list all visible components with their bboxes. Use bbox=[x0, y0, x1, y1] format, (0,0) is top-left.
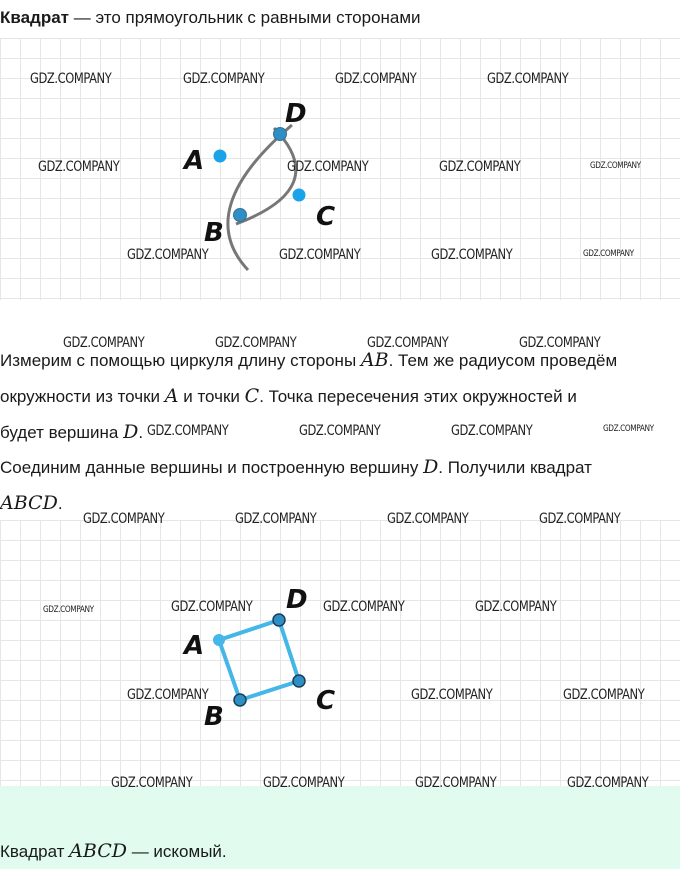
watermark: GDZ.COMPANY bbox=[127, 687, 209, 703]
watermark: GDZ.COMPANY bbox=[299, 423, 381, 439]
watermark: GDZ.COMPANY bbox=[38, 159, 120, 175]
text-span: . Точка пересечения этих окружностей и bbox=[259, 387, 577, 406]
definition-text: — это прямоугольник с равными сторонами bbox=[69, 8, 421, 27]
text-span: . Получили квадрат bbox=[438, 458, 592, 477]
label-a: A bbox=[184, 631, 205, 661]
watermark: GDZ.COMPANY bbox=[563, 687, 645, 703]
math-abcd: ABCD bbox=[0, 492, 58, 514]
watermark: GDZ.COMPANY bbox=[171, 599, 253, 615]
square-drawing bbox=[0, 520, 680, 786]
square-abcd bbox=[219, 620, 299, 700]
explanation2-line-2 bbox=[0, 486, 63, 521]
label-b: B bbox=[204, 702, 224, 732]
watermark: GDZ.COMPANY bbox=[367, 335, 449, 351]
point-d bbox=[273, 614, 285, 626]
watermark: GDZ.COMPANY bbox=[43, 605, 94, 615]
text-span: — искомый. bbox=[126, 842, 227, 861]
watermark: GDZ.COMPANY bbox=[279, 247, 361, 263]
watermark: GDZ.COMPANY bbox=[387, 511, 469, 527]
watermark: GDZ.COMPANY bbox=[539, 511, 621, 527]
point-c bbox=[293, 675, 305, 687]
text-span: окружности из точки bbox=[0, 387, 165, 406]
label-c: C bbox=[316, 686, 336, 716]
watermark: GDZ.COMPANY bbox=[431, 247, 513, 263]
watermark: GDZ.COMPANY bbox=[235, 511, 317, 527]
watermark: GDZ.COMPANY bbox=[603, 424, 654, 434]
figure-square bbox=[0, 520, 680, 786]
text-span: будет вершина bbox=[0, 423, 124, 442]
watermark: GDZ.COMPANY bbox=[83, 511, 165, 527]
math-ab: AB bbox=[360, 349, 389, 371]
watermark: GDZ.COMPANY bbox=[215, 335, 297, 351]
point-a bbox=[214, 150, 227, 163]
point-a bbox=[213, 634, 225, 646]
label-d: D bbox=[285, 99, 307, 129]
math-d: D bbox=[123, 421, 139, 443]
watermark: GDZ.COMPANY bbox=[583, 249, 634, 259]
text-span: Соединим данные вершины и построенную вершину bbox=[0, 458, 424, 477]
math-a: A bbox=[164, 385, 179, 407]
point-b bbox=[234, 694, 246, 706]
math-c: C bbox=[244, 385, 260, 407]
watermark: GDZ.COMPANY bbox=[411, 687, 493, 703]
label-d: D bbox=[286, 585, 308, 615]
watermark: GDZ.COMPANY bbox=[567, 775, 649, 791]
watermark: GDZ.COMPANY bbox=[439, 159, 521, 175]
text-span: и точки bbox=[178, 387, 245, 406]
point-d bbox=[274, 128, 287, 141]
math-abcd: ABCD bbox=[69, 840, 127, 862]
answer-block bbox=[0, 786, 680, 869]
explanation-line-2 bbox=[0, 379, 577, 414]
watermark: GDZ.COMPANY bbox=[590, 161, 641, 171]
explanation2-line-1 bbox=[0, 450, 592, 485]
watermark: GDZ.COMPANY bbox=[475, 599, 557, 615]
text-span: . bbox=[57, 494, 63, 513]
watermark: GDZ.COMPANY bbox=[415, 775, 497, 791]
label-c: C bbox=[316, 202, 336, 232]
watermark: GDZ.COMPANY bbox=[183, 71, 265, 87]
explanation-line-3 bbox=[0, 415, 143, 450]
label-b: B bbox=[204, 218, 224, 248]
watermark: GDZ.COMPANY bbox=[127, 247, 209, 263]
text-span: . Тем же радиусом проведём bbox=[388, 351, 618, 370]
conclusion bbox=[0, 834, 227, 869]
watermark: GDZ.COMPANY bbox=[263, 775, 345, 791]
watermark: GDZ.COMPANY bbox=[323, 599, 405, 615]
watermark: GDZ.COMPANY bbox=[335, 71, 417, 87]
math-d: D bbox=[423, 456, 439, 478]
text-span: Квадрат bbox=[0, 842, 70, 861]
watermark: GDZ.COMPANY bbox=[111, 775, 193, 791]
definition-term: Квадрат bbox=[0, 8, 70, 27]
watermark: GDZ.COMPANY bbox=[451, 423, 533, 439]
text-span: Измерим с помощью циркуля длину стороны bbox=[0, 351, 361, 370]
watermark: GDZ.COMPANY bbox=[147, 423, 229, 439]
label-a: A bbox=[184, 146, 205, 176]
definition bbox=[0, 2, 421, 34]
watermark: GDZ.COMPANY bbox=[519, 335, 601, 351]
point-c bbox=[293, 189, 306, 202]
watermark: GDZ.COMPANY bbox=[63, 335, 145, 351]
text-span: . bbox=[138, 423, 144, 442]
watermark: GDZ.COMPANY bbox=[287, 159, 369, 175]
watermark: GDZ.COMPANY bbox=[30, 71, 112, 87]
watermark: GDZ.COMPANY bbox=[487, 71, 569, 87]
point-b bbox=[234, 209, 247, 222]
